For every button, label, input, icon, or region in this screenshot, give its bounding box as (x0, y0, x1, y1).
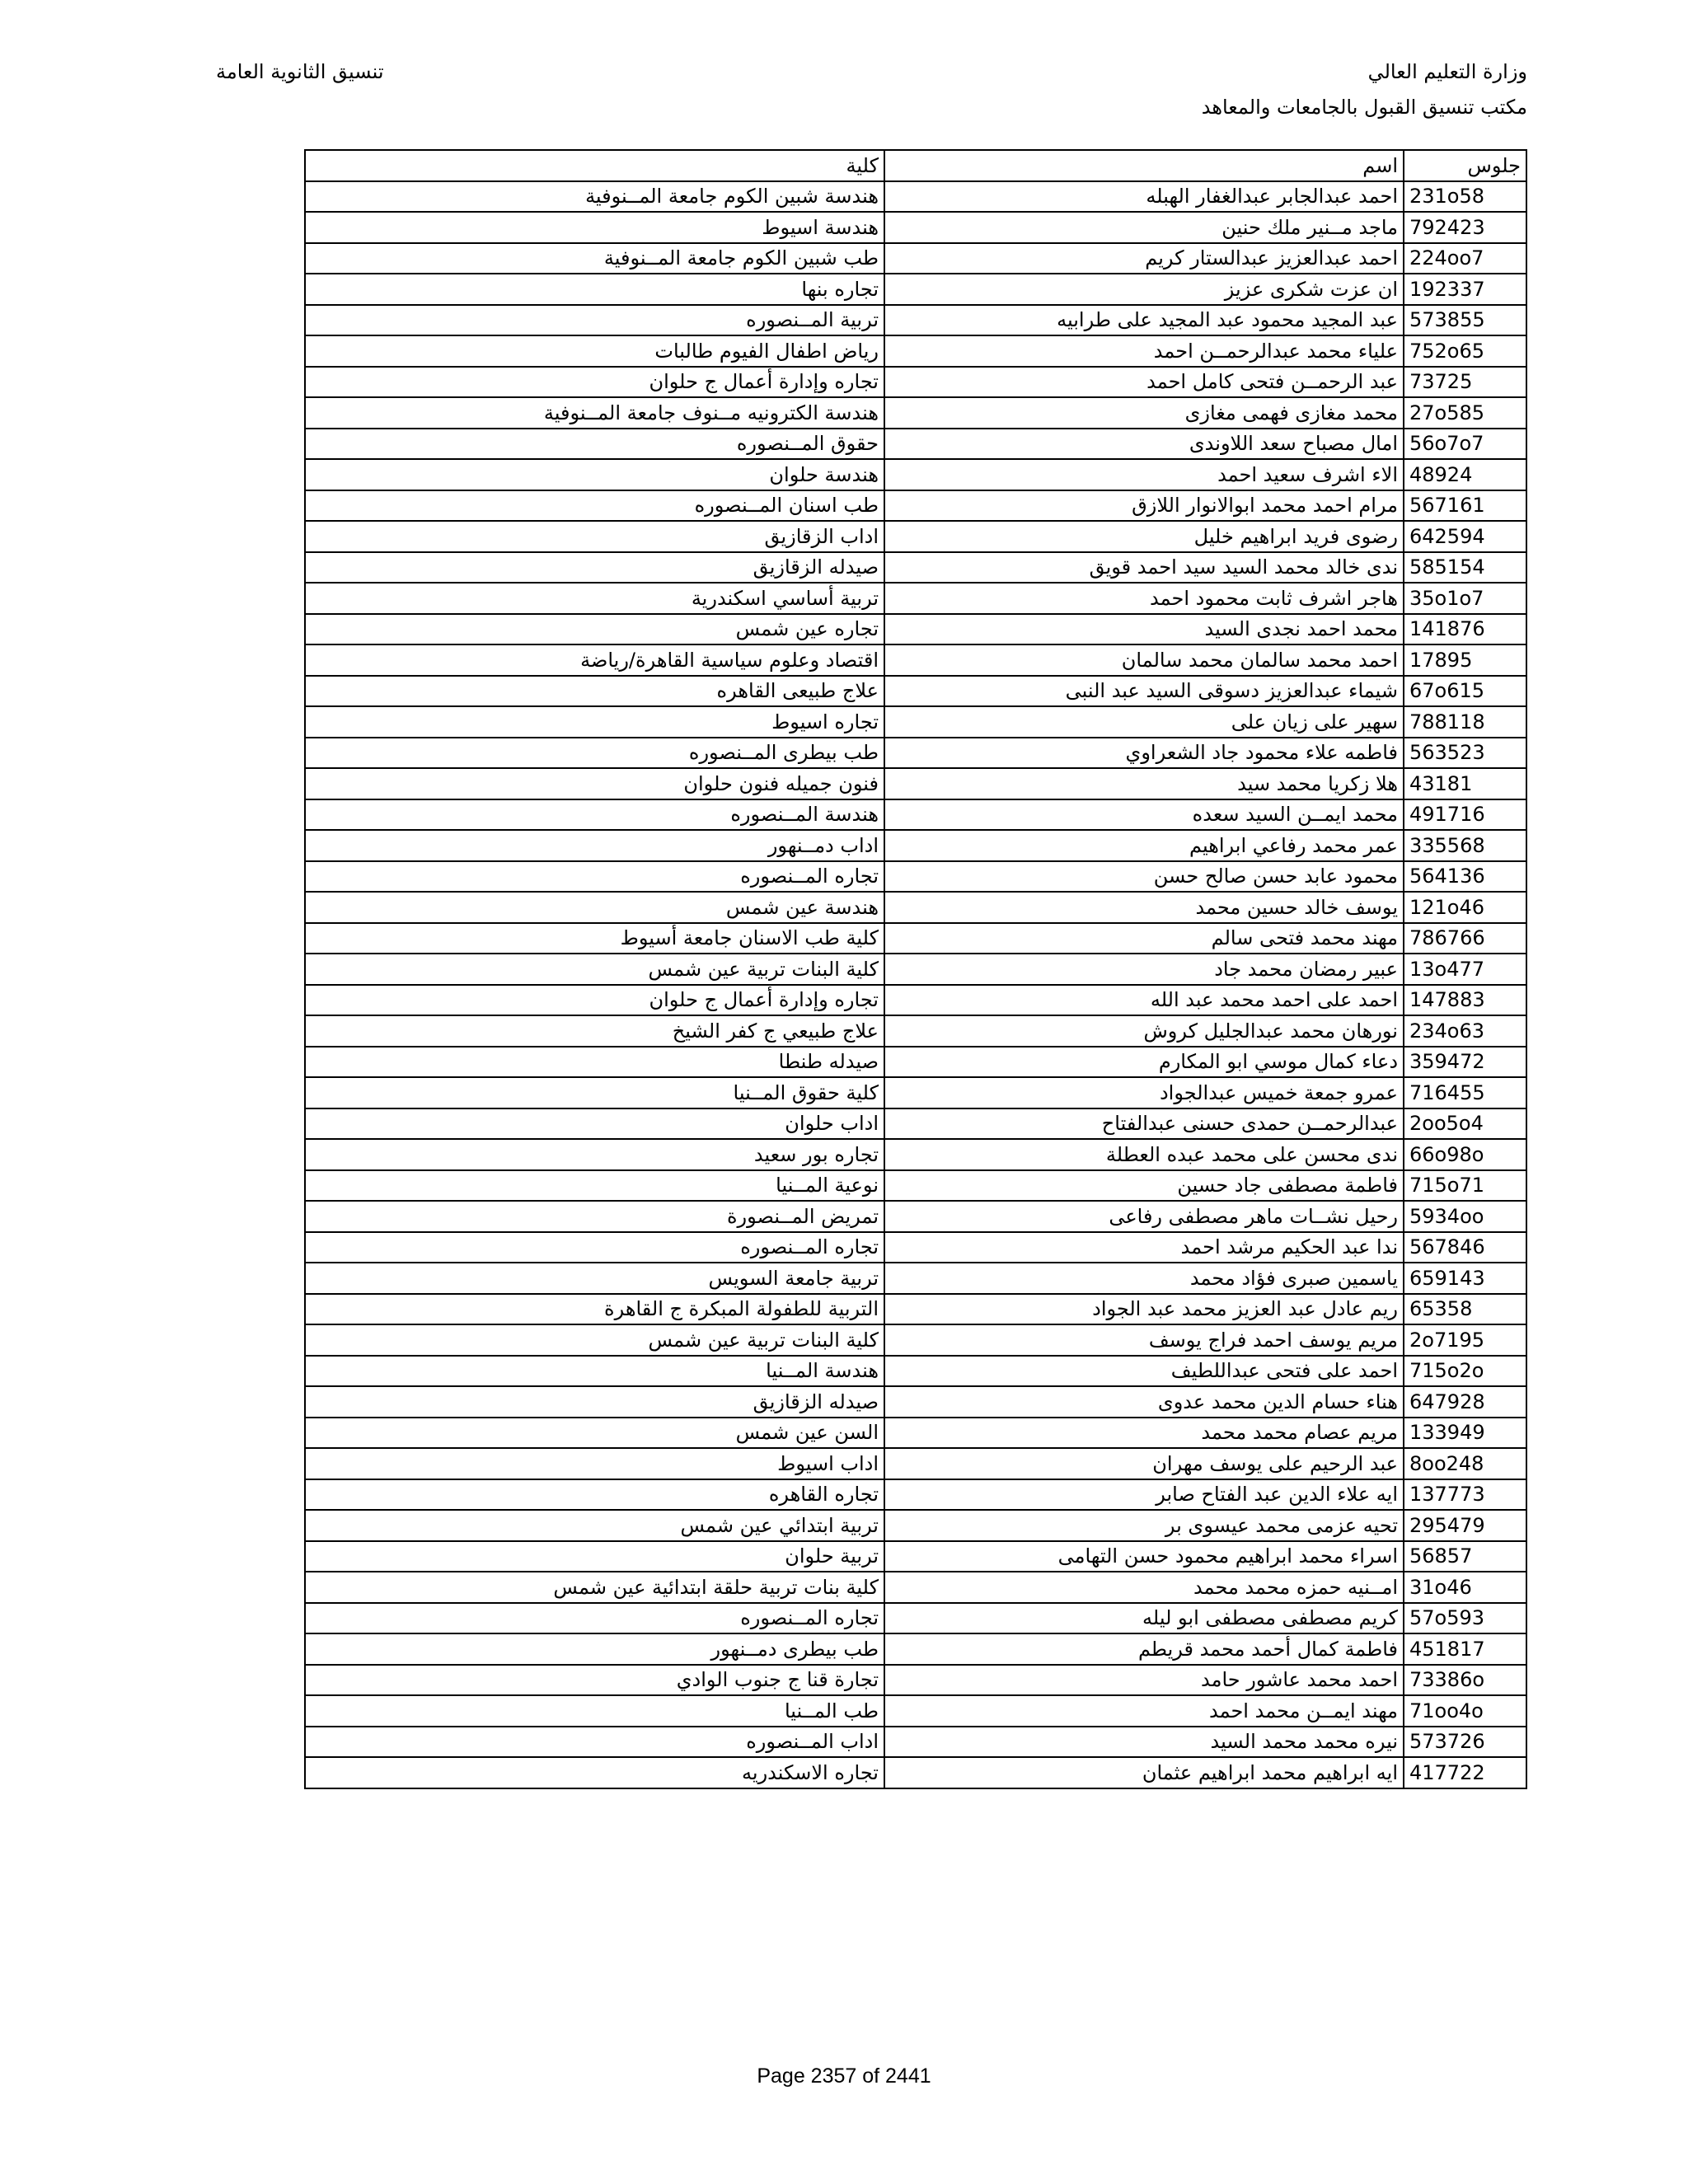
seat-cell: 573855 (1404, 305, 1526, 336)
name-cell: هناء حسام الدين محمد عدوى (884, 1386, 1404, 1418)
table-row (305, 1139, 1526, 1170)
table-row (305, 614, 1526, 645)
faculty-cell: فنون جميله فنون حلوان (305, 768, 884, 799)
faculty-cell: تجاره المــنصوره (305, 1603, 884, 1634)
seat-cell: 335568 (1404, 830, 1526, 861)
seat-cell: 564136 (1404, 861, 1526, 893)
name-cell: مهند محمد فتحى سالم (884, 923, 1404, 954)
seat-cell: 13o477 (1404, 954, 1526, 985)
seat-cell: 659143 (1404, 1263, 1526, 1294)
name-cell: احمد على فتحى عبداللطيف (884, 1356, 1404, 1387)
seat-cell: 788118 (1404, 706, 1526, 738)
table-row (305, 738, 1526, 769)
faculty-cell: طب شبين الكوم جامعة المــنوفية (305, 243, 884, 274)
table-row (305, 459, 1526, 490)
name-cell: هاجر اشرف ثابت محمود احمد (884, 583, 1404, 614)
results-table (304, 149, 1527, 1789)
name-cell: نورهان محمد عبدالجليل كروش (884, 1015, 1404, 1047)
name-cell: مهند ايمــن محمد احمد (884, 1695, 1404, 1727)
table-row (305, 552, 1526, 583)
faculty-cell: تربية أساسي اسكندرية (305, 583, 884, 614)
name-cell: ندى محسن على محمد عبده العطلة (884, 1139, 1404, 1170)
name-cell: احمد محمد عاشور حامد (884, 1665, 1404, 1696)
seat-cell: 73725 (1404, 367, 1526, 398)
table-row (305, 1015, 1526, 1047)
seat-cell: 359472 (1404, 1047, 1526, 1078)
table-row (305, 583, 1526, 614)
faculty-cell: صيدله الزقازيق (305, 552, 884, 583)
faculty-cell: اداب اسيوط (305, 1448, 884, 1479)
faculty-cell: نوعية المــنيا (305, 1170, 884, 1202)
table-header-row (305, 150, 1526, 181)
seat-cell: 451817 (1404, 1633, 1526, 1665)
name-cell: ماجد مــنير ملك حنين (884, 212, 1404, 243)
table-row (305, 954, 1526, 985)
table-row (305, 397, 1526, 429)
faculty-cell: صيدله الزقازيق (305, 1386, 884, 1418)
name-cell: الاء اشرف سعيد احمد (884, 459, 1404, 490)
table-row (305, 830, 1526, 861)
faculty-cell: تجاره بنها (305, 274, 884, 305)
table-row (305, 212, 1526, 243)
seat-cell: 567846 (1404, 1232, 1526, 1263)
seat-cell: 31o46 (1404, 1572, 1526, 1603)
name-cell: ايه ابراهيم محمد ابراهيم عثمان (884, 1757, 1404, 1788)
faculty-cell: السن عين شمس (305, 1418, 884, 1449)
name-cell: فاطمة مصطفى جاد حسين (884, 1170, 1404, 1202)
table-row (305, 1170, 1526, 1202)
name-cell: مرام احمد محمد ابوالانوار اللازق (884, 490, 1404, 522)
table-row (305, 799, 1526, 831)
name-cell: ريم عادل عبد العزيز محمد عبد الجواد (884, 1294, 1404, 1325)
table-row (305, 1541, 1526, 1572)
faculty-cell: تجاره المــنصوره (305, 1232, 884, 1263)
faculty-cell: تجاره اسيوط (305, 706, 884, 738)
table-row (305, 1232, 1526, 1263)
seat-cell: 231o58 (1404, 181, 1526, 213)
seat-cell: 2oo5o4 (1404, 1108, 1526, 1140)
faculty-cell: تربية حلوان (305, 1541, 884, 1572)
table-row (305, 305, 1526, 336)
table-row (305, 1201, 1526, 1232)
name-cell: عمر محمد رفاعي ابراهيم (884, 830, 1404, 861)
name-cell: كريم مصطفى مصطفى ابو ليله (884, 1603, 1404, 1634)
name-cell: احمد محمد سالمان محمد سالمان (884, 644, 1404, 676)
seat-cell: 17895 (1404, 644, 1526, 676)
faculty-cell: تجارة قنا ج جنوب الوادي (305, 1665, 884, 1696)
name-cell: يوسف خالد حسين محمد (884, 892, 1404, 923)
name-cell: احمد عبدالعزيز عبدالستار كريم (884, 243, 1404, 274)
table-row (305, 1510, 1526, 1541)
table-row (305, 1572, 1526, 1603)
name-cell: عبدالرحمــن حمدى حسنى عبدالفتاح (884, 1108, 1404, 1140)
table-row (305, 490, 1526, 522)
table-row (305, 892, 1526, 923)
faculty-column-header: كلية (305, 150, 884, 181)
faculty-cell: تربية جامعة السويس (305, 1263, 884, 1294)
name-cell: شيماء عبدالعزيز دسوقى السيد عبد النبى (884, 676, 1404, 707)
seat-cell: 141876 (1404, 614, 1526, 645)
seat-cell: 192337 (1404, 274, 1526, 305)
name-cell: اسراء محمد ابراهيم محمود حسن التهامى (884, 1541, 1404, 1572)
seat-cell: 73386o (1404, 1665, 1526, 1696)
name-cell: سهير على زيان على (884, 706, 1404, 738)
name-cell: عبد الرحيم على يوسف مهران (884, 1448, 1404, 1479)
name-cell: محمد احمد نجدى السيد (884, 614, 1404, 645)
faculty-cell: اداب المــنصوره (305, 1727, 884, 1758)
seat-cell: 56857 (1404, 1541, 1526, 1572)
table-row (305, 985, 1526, 1016)
table-row (305, 1665, 1526, 1696)
seat-cell: 133949 (1404, 1418, 1526, 1449)
table-row (305, 1324, 1526, 1356)
results-table-body (305, 150, 1526, 1788)
table-row (305, 1633, 1526, 1665)
seat-cell: 8oo248 (1404, 1448, 1526, 1479)
faculty-cell: التربية للطفولة المبكرة ج القاهرة (305, 1294, 884, 1325)
faculty-cell: تجاره وإدارة أعمال ج حلوان (305, 367, 884, 398)
faculty-cell: كلية البنات تربية عين شمس (305, 954, 884, 985)
table-row (305, 861, 1526, 893)
table-row (305, 1386, 1526, 1418)
seat-cell: 67o615 (1404, 676, 1526, 707)
seat-cell: 234o63 (1404, 1015, 1526, 1047)
faculty-cell: كلية طب الاسنان جامعة أسيوط (305, 923, 884, 954)
seat-cell: 35o1o7 (1404, 583, 1526, 614)
seat-cell: 137773 (1404, 1479, 1526, 1511)
name-cell: عبير رمضان محمد جاد (884, 954, 1404, 985)
name-cell: امــنيه حمزه محمد محمد (884, 1572, 1404, 1603)
name-cell: محمد مغازى فهمى مغازى (884, 397, 1404, 429)
faculty-cell: هندسة حلوان (305, 459, 884, 490)
faculty-cell: هندسة شبين الكوم جامعة المــنوفية (305, 181, 884, 213)
seat-cell: 563523 (1404, 738, 1526, 769)
seat-cell: 27o585 (1404, 397, 1526, 429)
name-cell: فاطمه علاء محمود جاد الشعراوي (884, 738, 1404, 769)
table-row (305, 923, 1526, 954)
seat-cell: 57o593 (1404, 1603, 1526, 1634)
table-row (305, 1108, 1526, 1140)
table-row (305, 429, 1526, 460)
seat-cell: 147883 (1404, 985, 1526, 1016)
table-row (305, 644, 1526, 676)
faculty-cell: تجاره وإدارة أعمال ج حلوان (305, 985, 884, 1016)
name-column-header: اسم (884, 150, 1404, 181)
name-cell: علياء محمد عبدالرحمــن احمد (884, 335, 1404, 367)
faculty-cell: تجاره الاسكندريه (305, 1757, 884, 1788)
faculty-cell: كلية بنات تربية حلقة ابتدائية عين شمس (305, 1572, 884, 1603)
seat-cell: 642594 (1404, 521, 1526, 552)
seat-cell: 786766 (1404, 923, 1526, 954)
seat-column-header: جلوس (1404, 150, 1526, 181)
table-row (305, 1448, 1526, 1479)
table-row (305, 367, 1526, 398)
table-row (305, 521, 1526, 552)
table-row (305, 1757, 1526, 1788)
name-cell: مريم يوسف احمد فراج يوسف (884, 1324, 1404, 1356)
name-cell: ندا عبد الحكيم مرشد احمد (884, 1232, 1404, 1263)
faculty-cell: حقوق المــنصوره (305, 429, 884, 460)
faculty-cell: هندسة المــنصوره (305, 799, 884, 831)
name-cell: تحيه عزمى محمد عيسوى بر (884, 1510, 1404, 1541)
ministry-title: وزارة التعليم العالي (1367, 60, 1527, 83)
seat-cell: 121o46 (1404, 892, 1526, 923)
seat-cell: 5934oo (1404, 1201, 1526, 1232)
table-row (305, 181, 1526, 213)
faculty-cell: اداب دمــنهور (305, 830, 884, 861)
seat-cell: 715o71 (1404, 1170, 1526, 1202)
table-row (305, 1356, 1526, 1387)
table-row (305, 1603, 1526, 1634)
name-cell: رحيل نشــات ماهر مصطفى رفاعى (884, 1201, 1404, 1232)
seat-cell: 567161 (1404, 490, 1526, 522)
table-row (305, 243, 1526, 274)
seat-cell: 716455 (1404, 1077, 1526, 1108)
faculty-cell: هندسة عين شمس (305, 892, 884, 923)
table-row (305, 1727, 1526, 1758)
faculty-cell: تجاره بور سعيد (305, 1139, 884, 1170)
faculty-cell: تجاره عين شمس (305, 614, 884, 645)
table-row (305, 1418, 1526, 1449)
table-row (305, 1077, 1526, 1108)
faculty-cell: كلية حقوق المــنيا (305, 1077, 884, 1108)
name-cell: رضوى فريد ابراهيم خليل (884, 521, 1404, 552)
faculty-cell: اداب حلوان (305, 1108, 884, 1140)
name-cell: هلا زكريا محمد سيد (884, 768, 1404, 799)
page-number: Page 2357 of 2441 (757, 2064, 931, 2088)
name-cell: فاطمة كمال أحمد محمد قريطم (884, 1633, 1404, 1665)
seat-cell: 573726 (1404, 1727, 1526, 1758)
seat-cell: 66o98o (1404, 1139, 1526, 1170)
name-cell: محمد ايمــن السيد سعده (884, 799, 1404, 831)
faculty-cell: تمريض المــنصورة (305, 1201, 884, 1232)
table-row (305, 274, 1526, 305)
seat-cell: 417722 (1404, 1757, 1526, 1788)
name-cell: عبد الرحمــن فتحى كامل احمد (884, 367, 1404, 398)
seat-cell: 2o7195 (1404, 1324, 1526, 1356)
table-row (305, 1263, 1526, 1294)
faculty-cell: تربية ابتدائي عين شمس (305, 1510, 884, 1541)
table-row (305, 335, 1526, 367)
table-row (305, 676, 1526, 707)
seat-cell: 647928 (1404, 1386, 1526, 1418)
name-cell: ان عزت شكرى عزيز (884, 274, 1404, 305)
faculty-cell: هندسة المــنيا (305, 1356, 884, 1387)
faculty-cell: علاج طبيعي ج كفر الشيخ (305, 1015, 884, 1047)
table-row (305, 1047, 1526, 1078)
faculty-cell: تجاره المــنصوره (305, 861, 884, 893)
name-cell: احمد عبدالجابر عبدالغفار الهبله (884, 181, 1404, 213)
name-cell: احمد على احمد محمد عبد الله (884, 985, 1404, 1016)
name-cell: امال مصباح سعد اللاوندى (884, 429, 1404, 460)
name-cell: نيره محمد محمد السيد (884, 1727, 1404, 1758)
name-cell: ندى خالد محمد السيد سيد احمد قويق (884, 552, 1404, 583)
coordination-title: تنسيق الثانوية العامة (216, 60, 384, 83)
faculty-cell: طب المــنيا (305, 1695, 884, 1727)
seat-cell: 585154 (1404, 552, 1526, 583)
seat-cell: 715o2o (1404, 1356, 1526, 1387)
office-title: مكتب تنسيق القبول بالجامعات والمعاهد (1201, 96, 1527, 119)
seat-cell: 752o65 (1404, 335, 1526, 367)
faculty-cell: طب بيطرى المــنصوره (305, 738, 884, 769)
name-cell: عمرو جمعة خميس عبدالجواد (884, 1077, 1404, 1108)
faculty-cell: تجاره القاهره (305, 1479, 884, 1511)
faculty-cell: اقتصاد وعلوم سياسية القاهرة/رياضة (305, 644, 884, 676)
seat-cell: 43181 (1404, 768, 1526, 799)
faculty-cell: طب اسنان المــنصوره (305, 490, 884, 522)
seat-cell: 224oo7 (1404, 243, 1526, 274)
name-cell: محمود عابد حسن صالح حسن (884, 861, 1404, 893)
faculty-cell: طب بيطرى دمــنهور (305, 1633, 884, 1665)
seat-cell: 295479 (1404, 1510, 1526, 1541)
faculty-cell: علاج طبيعى القاهره (305, 676, 884, 707)
faculty-cell: اداب الزقازيق (305, 521, 884, 552)
seat-cell: 56o7o7 (1404, 429, 1526, 460)
table-row (305, 768, 1526, 799)
name-cell: ياسمين صبرى فؤاد محمد (884, 1263, 1404, 1294)
name-cell: دعاء كمال موسي ابو المكارم (884, 1047, 1404, 1078)
faculty-cell: هندسة اسيوط (305, 212, 884, 243)
seat-cell: 48924 (1404, 459, 1526, 490)
seat-cell: 491716 (1404, 799, 1526, 831)
name-cell: ايه علاء الدين عبد الفتاح صابر (884, 1479, 1404, 1511)
seat-cell: 65358 (1404, 1294, 1526, 1325)
table-row (305, 1479, 1526, 1511)
table-row (305, 1294, 1526, 1325)
faculty-cell: صيدله طنطا (305, 1047, 884, 1078)
seat-cell: 71oo4o (1404, 1695, 1526, 1727)
seat-cell: 792423 (1404, 212, 1526, 243)
table-row (305, 706, 1526, 738)
name-cell: مريم عصام محمد محمد (884, 1418, 1404, 1449)
faculty-cell: كلية البنات تربية عين شمس (305, 1324, 884, 1356)
faculty-cell: تربية المــنصوره (305, 305, 884, 336)
name-cell: عبد المجيد محمود عبد المجيد على طرابيه (884, 305, 1404, 336)
faculty-cell: هندسة الكترونيه مــنوف جامعة المــنوفية (305, 397, 884, 429)
table-row (305, 1695, 1526, 1727)
faculty-cell: رياض اطفال الفيوم طالبات (305, 335, 884, 367)
